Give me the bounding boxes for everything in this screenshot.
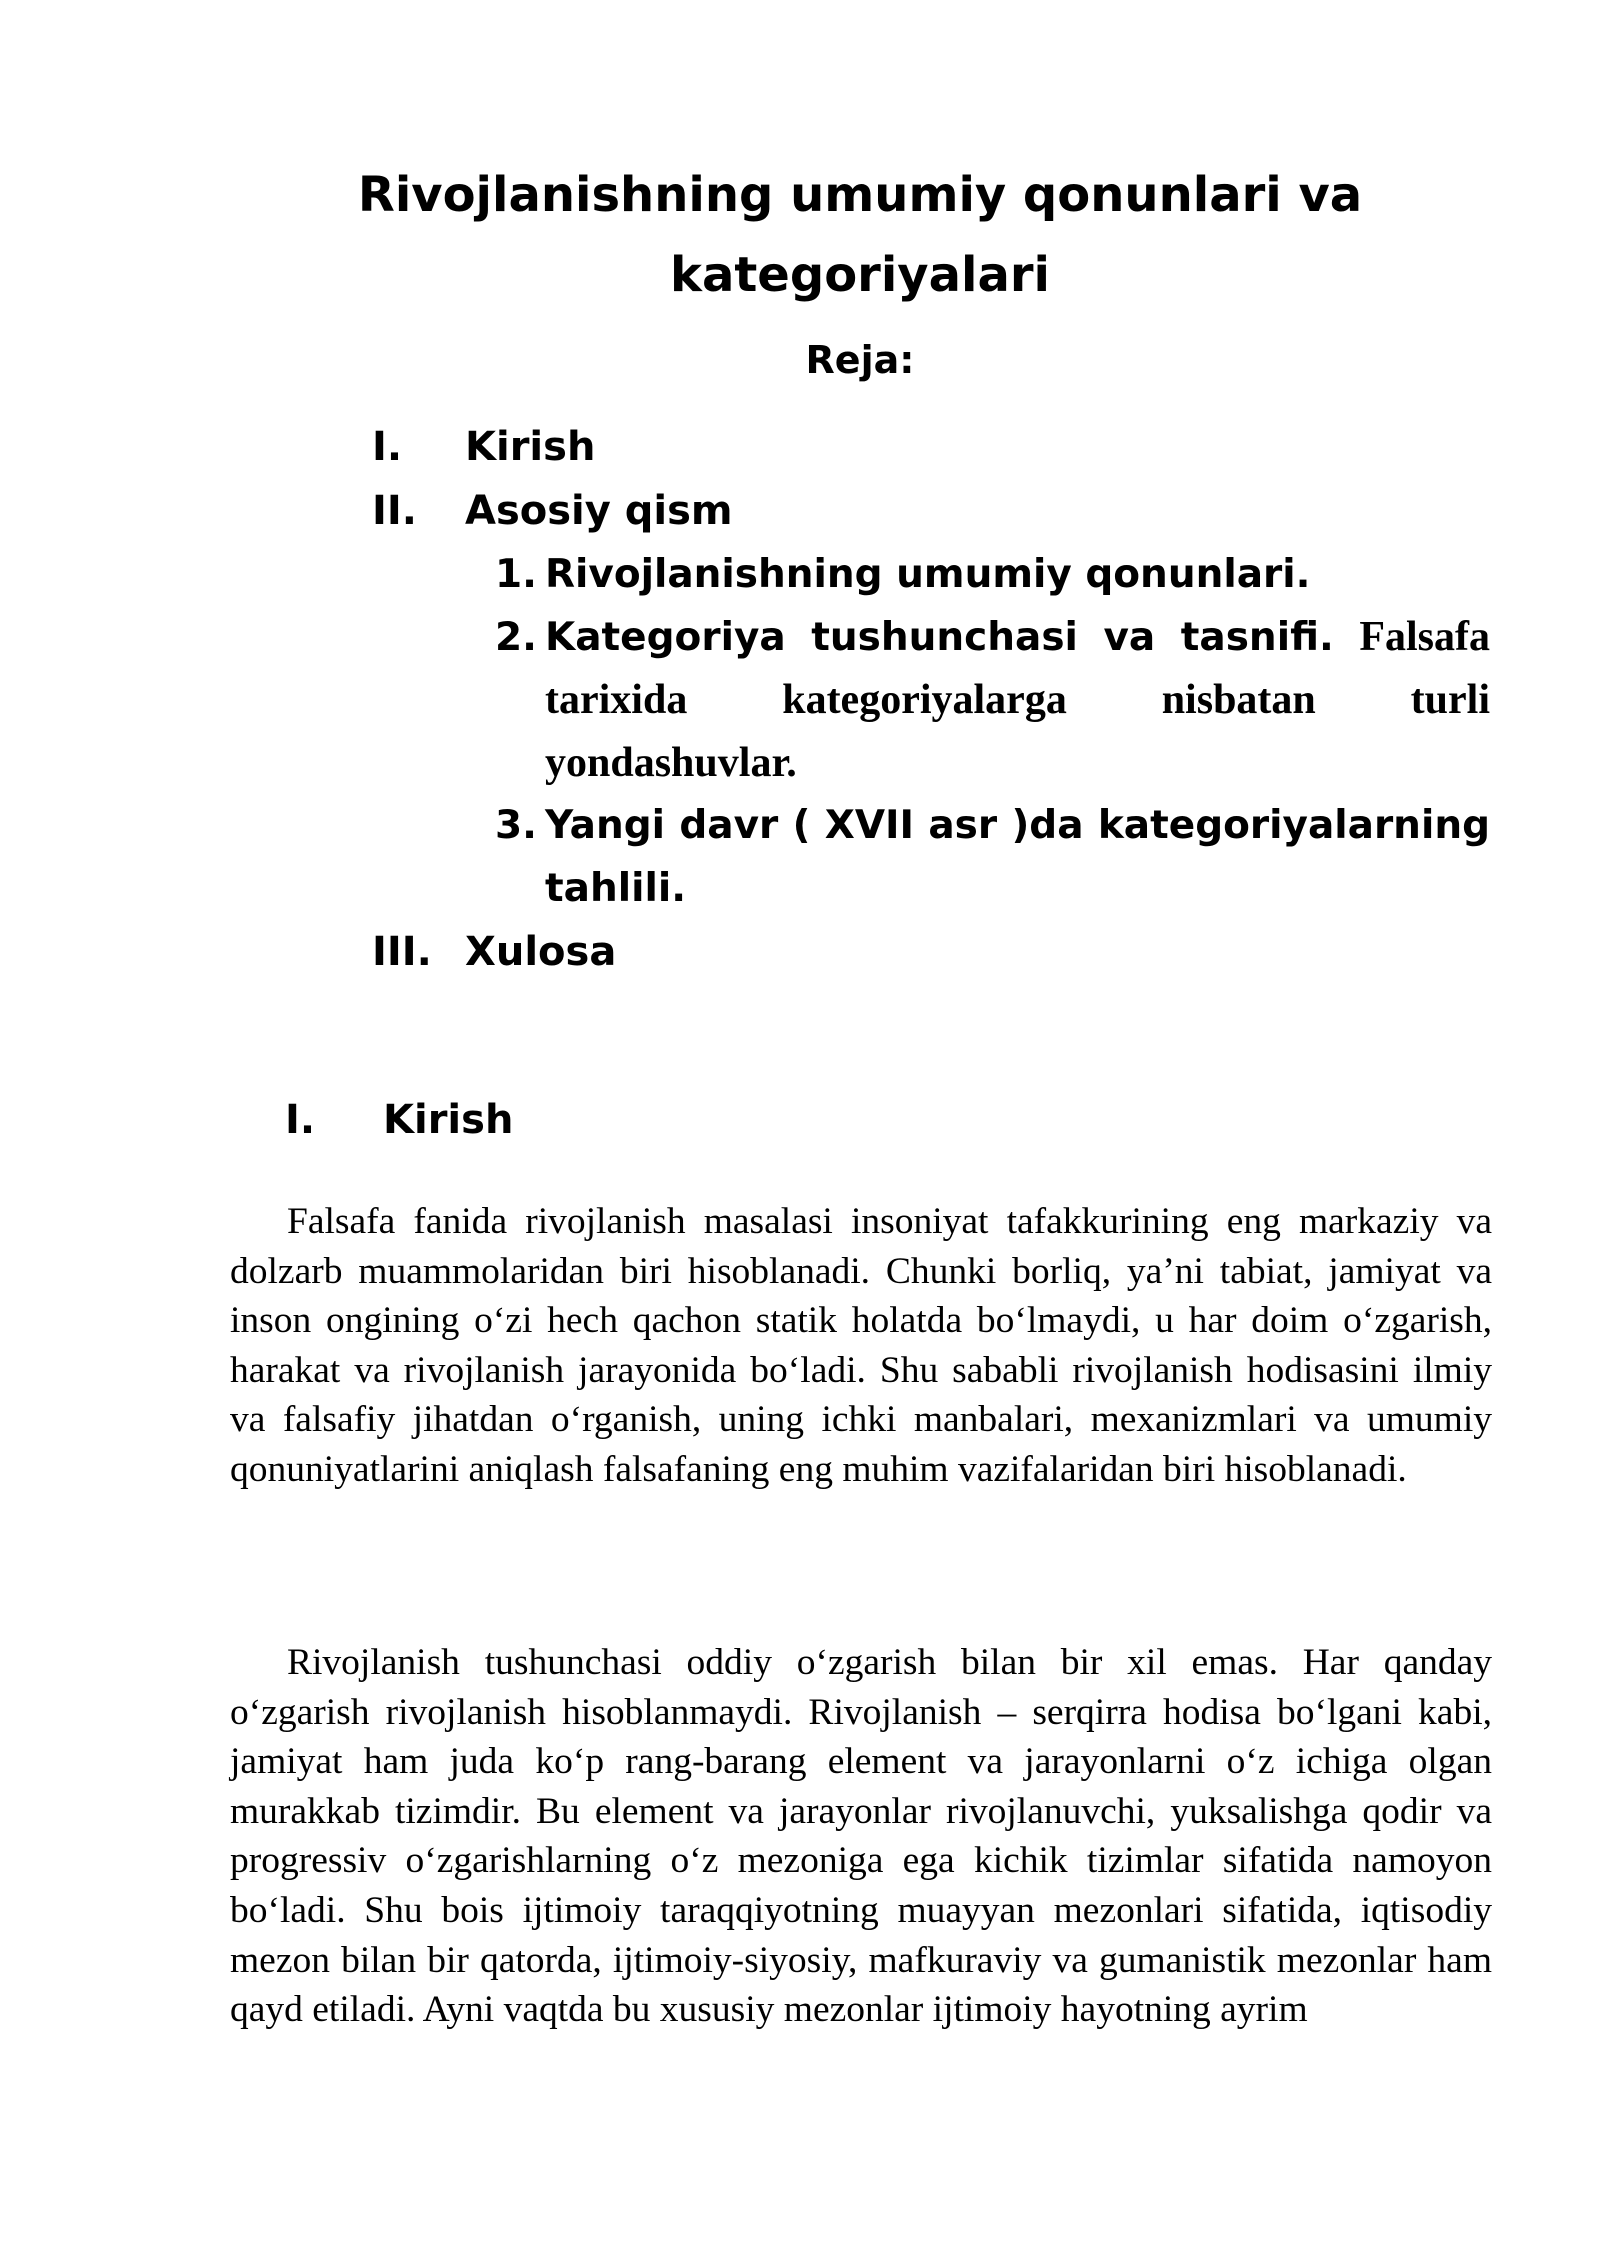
plan-subitem-number: 3. — [495, 803, 537, 848]
body-paragraph-2: Rivojlanish tushunchasi oddiy o‘zgarish bilan bir xil emas. Har qanday o‘zgarish rivojlanish hisoblanmaydi. Rivojlanish – serqirra hodisa bo‘lgani kabi, jamiyat ham juda ko‘p rang-barang element va jarayonlarni o‘z ichiga olgan murakkab tizimdir. Bu element va jarayonlar rivojlanuvchi, yuksalishga qodir va progressiv o‘zgarishlarning o‘z mezoniga ega kichik tizimlar sifatida namoyon bo‘ladi. Shu bois ijtimoiy taraqqiyotning muayyan mezonlari sifatida, iqtisodiy mezon bilan bir qatorda, ijtimoiy-siyosiy, mafkuraviy va gumanistik mezonlar ham qayd etiladi. Ayni vaqtda bu xususiy mezonlar ijtimoiy hayotning ayrim — [230, 1642, 1492, 2031]
plan-subitem-text-serif: Falsafa tarixida kategoriyalarga nisbatan turli yondashuvlar. — [545, 614, 1490, 786]
plan-subitem-text-sans: Kategoriya tushunchasi va tasnifi. — [545, 615, 1334, 660]
plan-item-label: Asosiy qism — [465, 488, 733, 534]
plan-subitem-text: Rivojlanishning umumiy qonunlari. — [545, 552, 1311, 597]
plan-subitem-number: 1. — [495, 552, 537, 597]
plan-subitem-number: 2. — [495, 615, 537, 660]
section-number: I. — [285, 1097, 316, 1143]
plan-item-xulosa — [372, 922, 616, 982]
plan-item-number: I. — [372, 424, 403, 470]
plan-item-number: II. — [372, 488, 417, 534]
section-title: Kirish — [383, 1097, 514, 1143]
plan-item-label: Kirish — [465, 424, 596, 470]
plan-item-label: Xulosa — [465, 929, 617, 975]
plan-item-kirish — [372, 417, 595, 477]
plan-subitem-1 — [495, 543, 1490, 606]
plan-item-asosiy-qism — [372, 481, 733, 541]
plan-subitem-3 — [495, 794, 1490, 920]
plan-heading: Reja: — [805, 338, 915, 382]
document-title: Rivojlanishning umumiy qonunlari va kategoriyalari — [357, 167, 1363, 303]
plan-subitem-2 — [495, 606, 1490, 795]
plan-subitem-text — [545, 606, 1490, 795]
plan-item-number: III. — [372, 929, 432, 975]
plan-subitem-text: Yangi davr ( XVII asr )da kategoriyalarning tahlili. — [545, 803, 1490, 911]
body-paragraph-1: Falsafa fanida rivojlanish masalasi insoniyat tafakkurining eng markaziy va dolzarb muammolaridan biri hisoblanadi. Chunki borliq, ya’ni tabiat, jamiyat va inson ongining o‘zi hech qachon statik holatda bo‘lmaydi, u har doim o‘zgarish, harakat va rivojlanish jarayonida bo‘ladi. Shu sababli rivojlanish hodisasini ilmiy va falsafiy jihatdan o‘rganish, uning ichki manbalari, mexanizmlari va umumiy qonuniyatlarini aniqlash falsafaning eng muhim vazifalaridan biri hisoblanadi. — [230, 1201, 1492, 1490]
section-heading — [285, 1090, 513, 1150]
